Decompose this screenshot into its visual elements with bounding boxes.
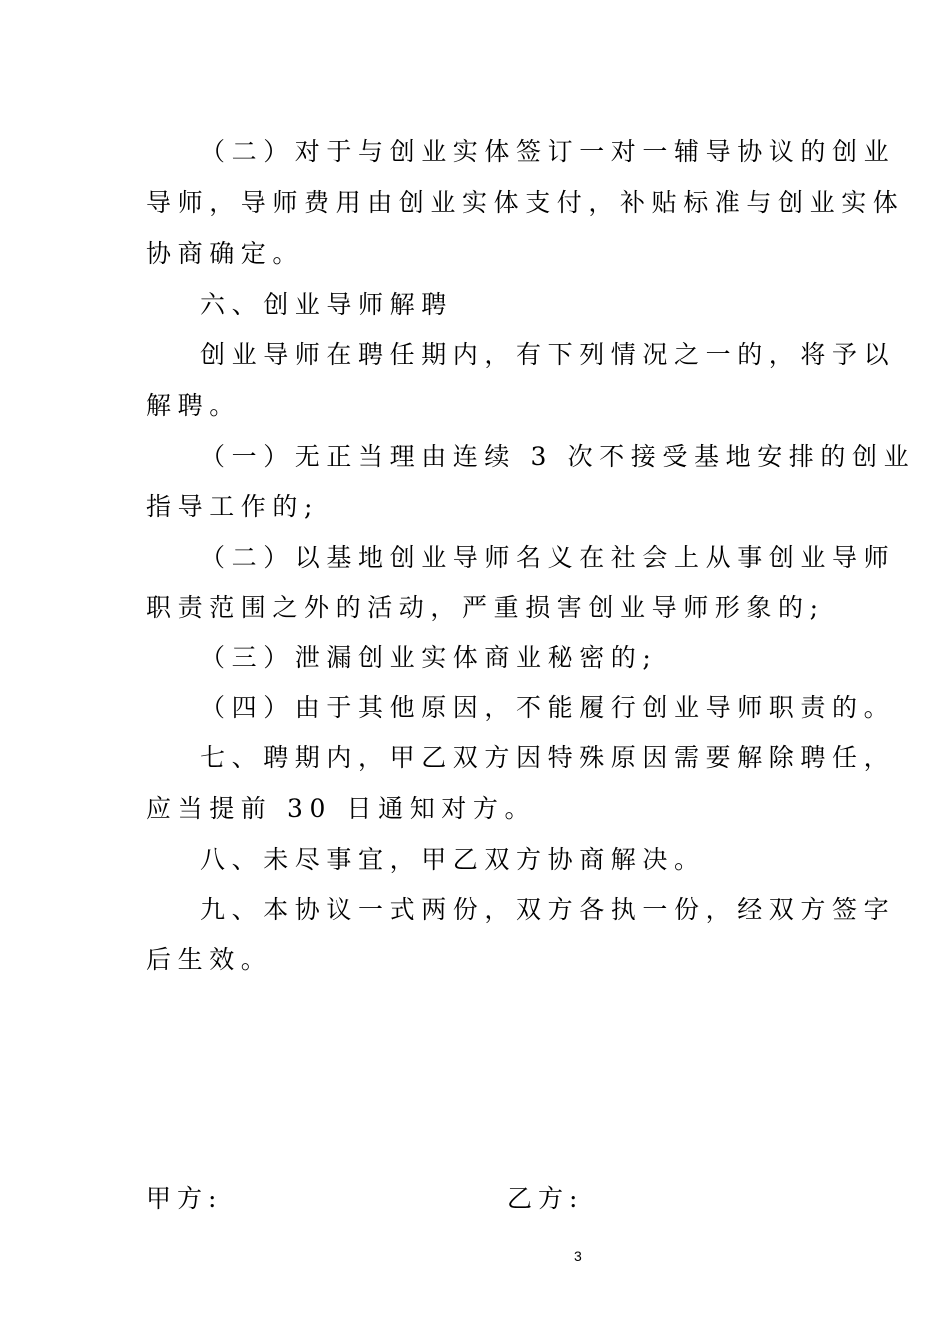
- paragraph-line: 创业导师在聘任期内，有下列情况之一的，将予以: [200, 340, 896, 369]
- paragraph-line: （二）对于与创业实体签订一对一辅导协议的创业: [200, 137, 896, 166]
- paragraph-line: （一）无正当理由连续 3 次不接受基地安排的创业: [200, 442, 916, 471]
- party-a-signature-label: 甲方:: [146, 1184, 223, 1213]
- paragraph-line: 应当提前 30 日通知对方。: [146, 794, 537, 823]
- page-number: 3: [574, 1248, 582, 1264]
- paragraph-line: （二）以基地创业导师名义在社会上从事创业导师: [200, 543, 896, 572]
- paragraph-line: 七、聘期内，甲乙双方因特殊原因需要解除聘任，: [200, 743, 896, 772]
- paragraph-line: 九、本协议一式两份，双方各执一份，经双方签字: [200, 895, 896, 924]
- paragraph-line: （三）泄漏创业实体商业秘密的;: [200, 643, 658, 672]
- paragraph-line: 解聘。: [146, 391, 241, 420]
- paragraph-line: 指导工作的;: [146, 492, 320, 521]
- party-b-signature-label: 乙方:: [507, 1184, 584, 1213]
- paragraph-line: 协商确定。: [146, 239, 305, 268]
- paragraph-line: 职责范围之外的活动，严重损害创业导师形象的;: [146, 593, 825, 622]
- paragraph-line: 八、未尽事宜，甲乙双方协商解决。: [200, 845, 706, 874]
- paragraph-line: 导师，导师费用由创业实体支付，补贴标准与创业实体: [146, 188, 905, 217]
- section-heading: 六、创业导师解聘: [200, 290, 453, 319]
- paragraph-line: 后生效。: [146, 945, 273, 974]
- paragraph-line: （四）由于其他原因，不能履行创业导师职责的。: [200, 693, 896, 722]
